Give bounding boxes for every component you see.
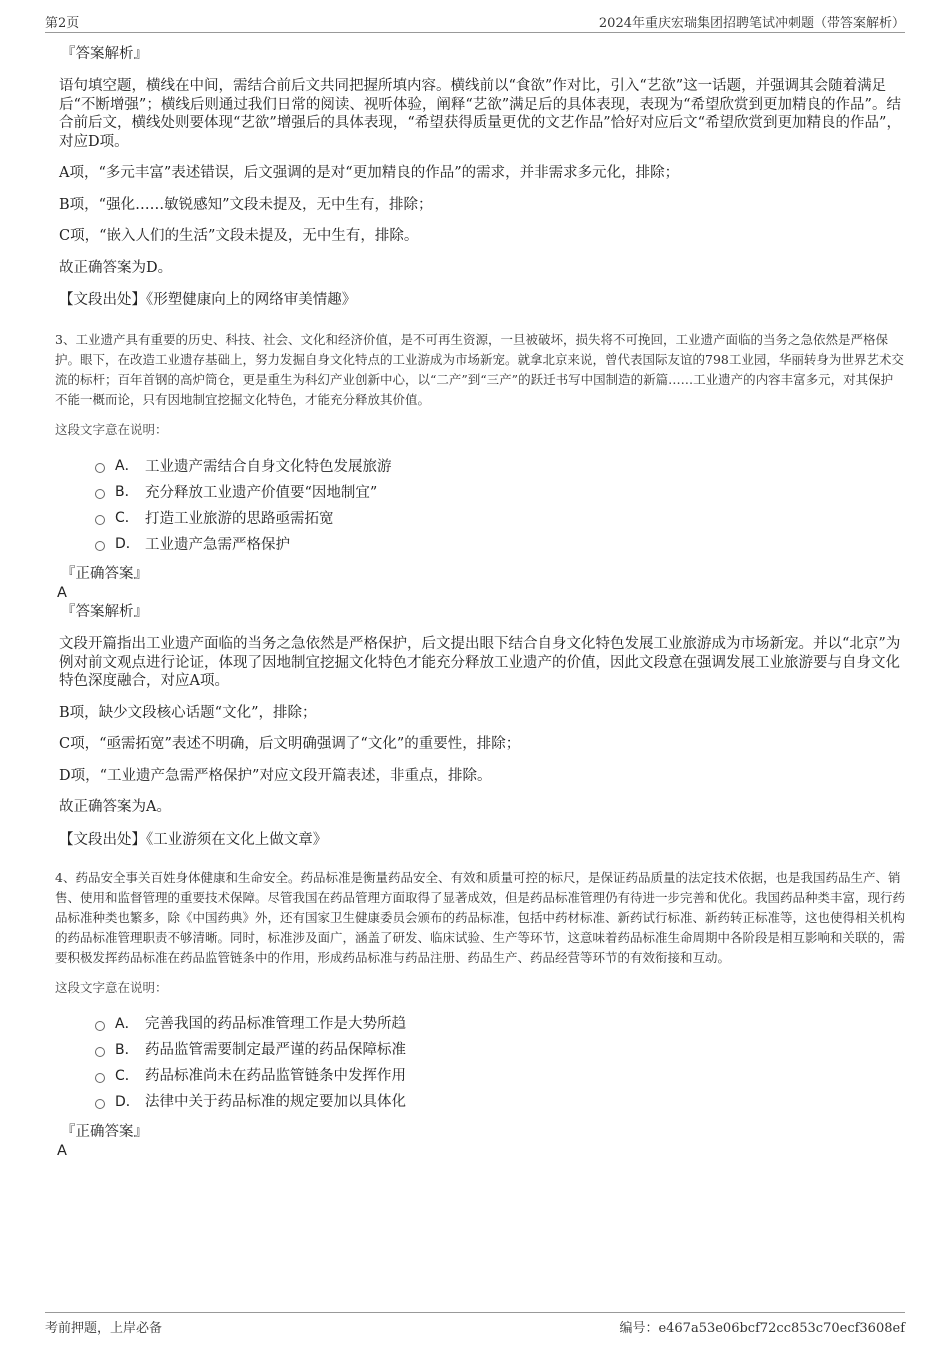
option-key: B．	[115, 1041, 139, 1058]
footer-slogan: 考前押题，上岸必备	[45, 1321, 163, 1336]
passage-source: 【文段出处】《工业游须在文化上做文章》	[59, 831, 328, 848]
radio-icon[interactable]	[95, 463, 105, 473]
option-key: D．	[115, 536, 140, 552]
option-key: C．	[115, 510, 139, 526]
question-3-text: 3、工业遗产具有重要的历史、科技、社会、文化和经济价值，是不可再生资源，一旦被破坏，损失将不可挽回，工业遗产面临的当务之急依然是严格保护。眼下，在改造工业遗存基础上，努力发掘自身文化特点的工业游成为市场新宠。就拿北京来说，曾代表国际友谊的798工业园，华丽转身为世界艺术交流的标杆；百年首钢的高炉筒仓，更是重生为科幻产业创新中心，以“二产”到“三产”的跃迁书写中国制造的新篇……工业遗产的内容丰富多元，对其保护不能一概而论，只有因地制宜挖掘文化特色，才能充分释放其价值。	[55, 332, 904, 407]
option-text: 工业遗产需结合自身文化特色发展旅游	[145, 458, 392, 475]
option-b[interactable]	[95, 1036, 905, 1062]
analysis-text: 文段开篇指出工业遗产面临的当务之急依然是严格保护，后文提出眼下结合自身文化特色发展工业旅游成为市场新宠。并以“北京”为例对前文观点进行论证，体现了因地制宜挖掘文化特色才能充分释放工业遗产的价值，因此文段意在强调发展工业旅游要与自身文化特色深度融合，对应A项。	[59, 636, 901, 689]
question-4-options	[95, 1010, 905, 1114]
analysis-option-d: D项，“工业遗产急需严格保护”对应文段开篇表述，非重点，排除。	[59, 767, 492, 784]
option-text: 打造工业旅游的思路亟需拓宽	[145, 510, 334, 527]
option-b[interactable]	[95, 478, 905, 504]
option-text: 药品标准尚未在药品监管链条中发挥作用	[145, 1068, 406, 1084]
option-key: B．	[115, 484, 139, 500]
option-d[interactable]	[95, 1088, 905, 1114]
analysis-text: 语句填空题，横线在中间，需结合前后文共同把握所填内容。横线前以“食欲”作对比，引入“艺欲”这一话题，并强调其会随着满足后“不断增强”；横线后则通过我们日常的阅读、视听体验，阐释“艺欲”满足后的具体表现，表现为“希望欣赏到更加精良的作品”。结合前后文，横线处则要体现“艺欲”增强后的具体表现，“希望获得质量更优的文艺作品”恰好对应后文“希望欣赏到更加精良的作品”，对应D项。	[59, 78, 901, 150]
passage-source: 【文段出处】《形塑健康向上的网络审美情趣》	[59, 292, 357, 308]
question-4-text: 4、药品安全事关百姓身体健康和生命安全。药品标准是衡量药品安全、有效和质量可控的标尺，是保证药品质量的法定技术依据，也是我国药品生产、销售、使用和监督管理的重要技术保障。尽管我国在药品管理方面取得了显著成效，但是药品标准管理仍有待进一步完善和优化。我国药品种类丰富，现行药品标准种类也繁多，除《中国药典》外，还有国家卫生健康委员会颁布的药品标准，包括中药材标准、新药试行标准、新药转正标准等，这也使得相关机构的药品标准管理职责不够清晰。同时，标准涉及面广，涵盖了研发、临床试验、生产等环节，这意味着药品标准生命周期中各阶段是相互影响和关联的，需要积极发挥药品标准在药品监管链条中的作用，形成药品标准与药品注册、药品生产、药品经营等环节的有效衔接和互动。	[55, 869, 906, 965]
option-key: D．	[115, 1093, 140, 1110]
page-number: 第2页	[45, 16, 80, 31]
question-3-prompt: 这段文字意在说明：	[55, 422, 168, 437]
page-content	[55, 44, 905, 1160]
option-text: 完善我国的药品标准管理工作是大势所趋	[145, 1016, 406, 1032]
radio-icon[interactable]	[95, 541, 105, 551]
correct-answer: A	[57, 1142, 67, 1159]
option-a[interactable]	[95, 1010, 905, 1036]
option-key: A．	[115, 1015, 139, 1032]
option-text: 法律中关于药品标准的规定要加以具体化	[145, 1094, 406, 1110]
option-text: 工业遗产急需严格保护	[145, 536, 290, 553]
correct-answer-label: 『正确答案』	[61, 566, 148, 582]
option-c[interactable]	[95, 1062, 905, 1088]
radio-icon[interactable]	[95, 1047, 105, 1057]
analysis-option-c: C项，“嵌入人们的生活”文段未提及，无中生有，排除。	[59, 228, 419, 244]
radio-icon[interactable]	[95, 489, 105, 499]
radio-icon[interactable]	[95, 515, 105, 525]
analysis-label: 『答案解析』	[61, 604, 148, 620]
radio-icon[interactable]	[95, 1021, 105, 1031]
radio-icon[interactable]	[95, 1099, 105, 1109]
final-answer: 故正确答案为D。	[59, 259, 173, 276]
analysis-option-c: C项，“亟需拓宽”表述不明确，后文明确强调了“文化”的重要性，排除；	[59, 736, 521, 752]
final-answer: 故正确答案为A。	[59, 799, 171, 815]
analysis-option-b: B项，缺少文段核心话题“文化”，排除；	[59, 704, 317, 721]
analysis-option-b: B项，“强化……敏锐感知”文段未提及，无中生有，排除；	[59, 196, 433, 213]
radio-icon[interactable]	[95, 1073, 105, 1083]
question-3-options	[95, 452, 905, 556]
option-d[interactable]	[95, 530, 905, 556]
correct-answer-label: 『正确答案』	[61, 1123, 148, 1140]
option-text: 充分释放工业遗产价值要“因地制宜”	[145, 484, 378, 501]
document-id: 编号：e467a53e06bcf72cc853c70ecf3608ef	[619, 1321, 905, 1336]
option-text: 药品监管需要制定最严谨的药品保障标准	[145, 1042, 406, 1058]
option-key: C．	[115, 1067, 139, 1084]
document-title: 2024年重庆宏瑞集团招聘笔试冲刺题（带答案解析）	[598, 16, 905, 31]
page-header	[45, 12, 905, 33]
analysis-label: 『答案解析』	[61, 46, 148, 62]
option-a[interactable]	[95, 452, 905, 478]
page-footer	[45, 1312, 905, 1341]
option-key: A．	[115, 458, 139, 474]
option-c[interactable]	[95, 504, 905, 530]
question-4-prompt: 这段文字意在说明：	[55, 979, 168, 995]
correct-answer: A	[57, 585, 67, 601]
analysis-option-a: A项，“多元丰富”表述错误，后文强调的是对“更加精良的作品”的需求，并非需求多元化，排除；	[59, 165, 680, 181]
